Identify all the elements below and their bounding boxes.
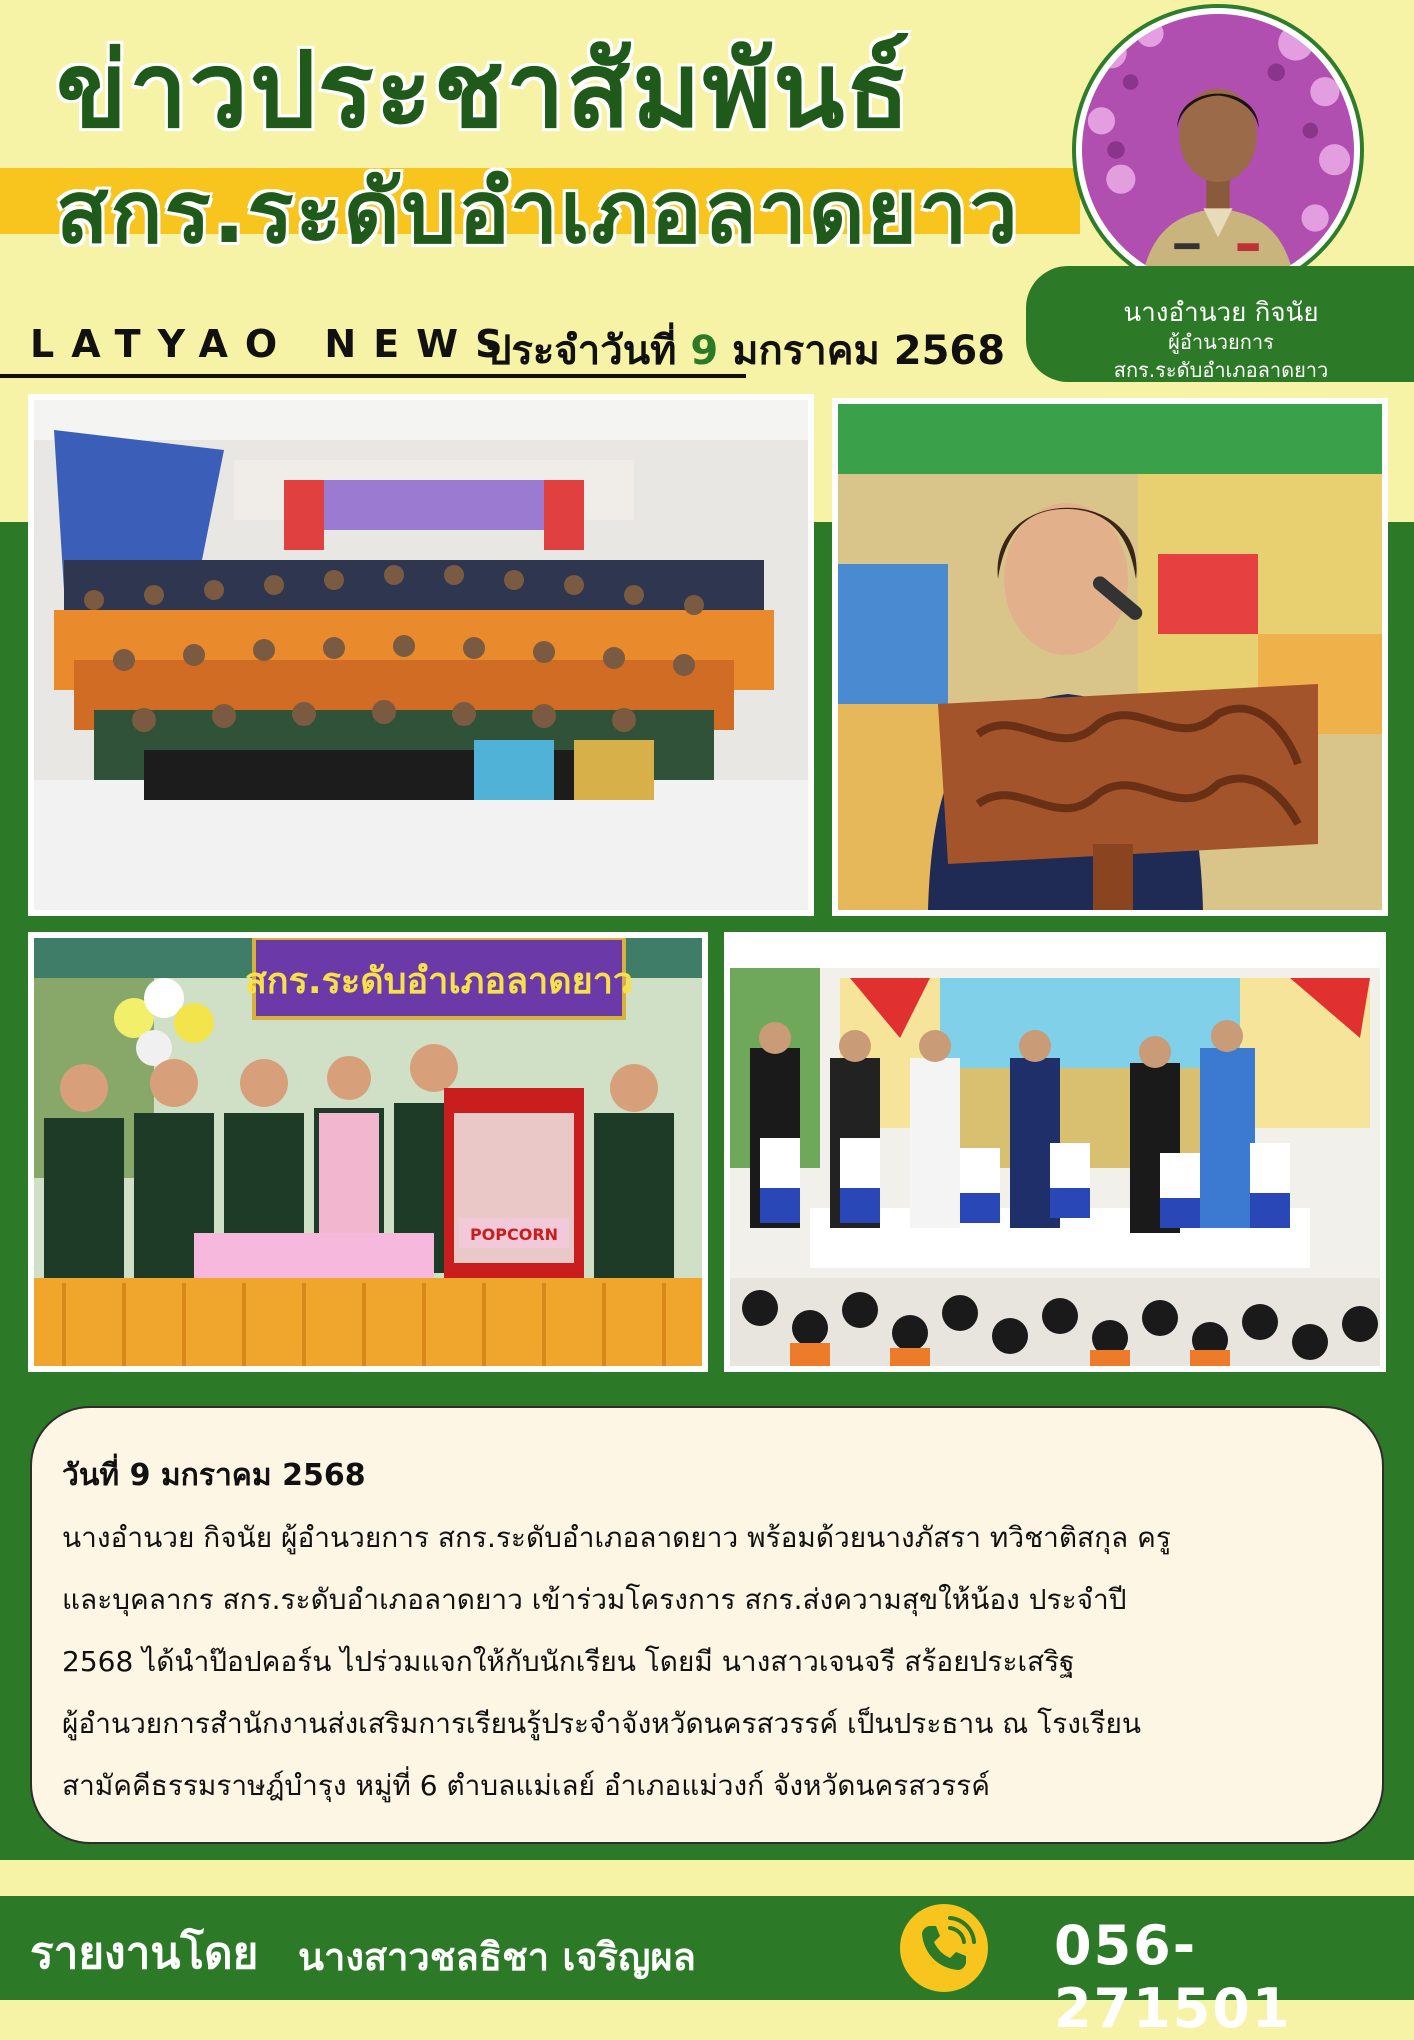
director-portrait	[1072, 4, 1364, 296]
article-date: วันที่ 9 มกราคม 2568	[62, 1458, 366, 1493]
date-day: 9	[690, 328, 719, 374]
article-line: ผู้อำนวยการสำนักงานส่งเสริมการเรียนรู้ประจำจังหวัดนครสวรรค์ เป็นประธาน ณ โรงเรียน	[62, 1707, 1142, 1740]
article-line: สามัคคีธรรมราษฎ์บำรุง หมู่ที่ 6 ตำบลแม่เลย์ อำเภอแม่วงก์ จังหวัดนครสวรรค์	[62, 1769, 990, 1802]
popcorn-booth-photo	[28, 932, 708, 1372]
director-name-card	[1026, 266, 1414, 382]
phone-number: 056-271501	[1054, 1914, 1292, 2040]
issue-date	[486, 318, 1005, 382]
date-rest: มกราคม 2568	[732, 328, 1006, 374]
portrait-image	[1082, 14, 1354, 286]
director-organization: สกร.ระดับอำเภอลาดยาว	[1113, 358, 1329, 382]
footer	[0, 1896, 1414, 2040]
booth-banner-text: สกร.ระดับอำเภอลาดยาว	[244, 961, 634, 1002]
page-title: ข่าวประชาสัมพันธ์	[56, 29, 912, 151]
director-name: นางอำนวย กิจนัย	[1123, 298, 1319, 328]
date-prefix: ประจำวันที่	[486, 328, 677, 374]
article-line: และบุคลากร สกร.ระดับอำเภอลาดยาว เข้าร่วมโครงการ สกร.ส่งความสุขให้น้อง ประจำปี	[62, 1583, 1127, 1616]
speaker-photo	[832, 398, 1388, 916]
footer-separator	[0, 1860, 1414, 1896]
report-label: รายงานโดย	[30, 1928, 259, 1979]
group-photo	[28, 394, 814, 916]
article-line: 2568 ได้นำป๊อปคอร์น ไปร่วมแจกให้กับนักเรียน โดยมี นางสาวเจนจรี สร้อยประเสริฐ	[62, 1645, 1075, 1678]
article-line: นางอำนวย กิจนัย ผู้อำนวยการ สกร.ระดับอำเภอลาดยาว พร้อมด้วยนางภัสรา ทวิชาติสกุล ครู	[62, 1521, 1171, 1554]
news-label: LATYAO NEWS	[30, 322, 520, 366]
popcorn-sign: POPCORN	[469, 1225, 559, 1244]
phone-icon	[900, 1904, 988, 1992]
ceremony-photo	[724, 932, 1386, 1372]
director-position: ผู้อำนวยการ	[1168, 330, 1274, 354]
page-subtitle: สกร.ระดับอำเภอลาดยาว	[56, 163, 1020, 263]
header-divider	[0, 374, 746, 378]
reporter-name: นางสาวชลธิชา เจริญผล	[298, 1935, 696, 1979]
article-box	[30, 1406, 1384, 1844]
